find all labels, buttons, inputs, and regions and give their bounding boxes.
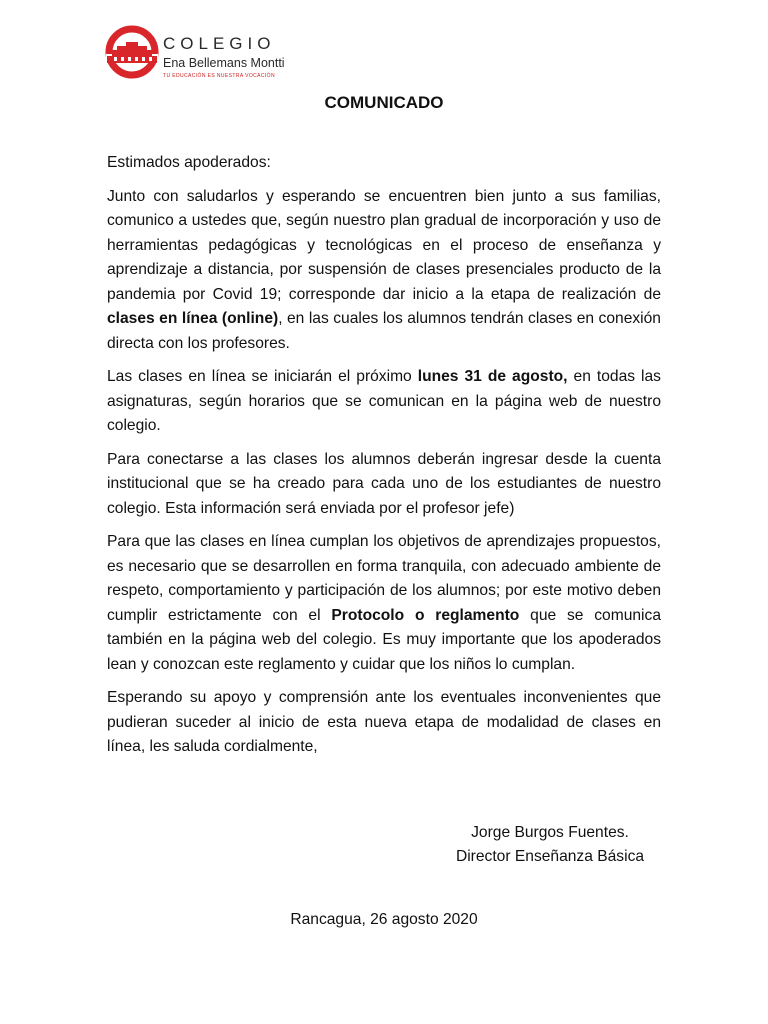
paragraph-intro-bold: clases en línea (online) xyxy=(107,310,279,327)
school-logo xyxy=(104,22,284,90)
place-date: Rancagua, 26 agosto 2020 xyxy=(290,911,478,928)
paragraph-start-date-bold: lunes 31 de agosto, xyxy=(417,368,568,385)
paragraph-start-date xyxy=(107,365,661,439)
logo-motto: TU EDUCACIÓN ES NUESTRA VOCACIÓN xyxy=(163,73,275,79)
letter-body xyxy=(107,151,661,769)
paragraph-intro-text: Junto con saludarlos y esperando se encuentren bien junto a sus familias, comunico a ustedes que, según nuestro plan gradual de incorporación y uso de herramientas pedagógicas y tecnológicas en el proceso de enseñanza y aprendizaje a distancia, por suspensión de clases presenciales producto de la pandemia por Covid 19; corresponde dar inicio a la etapa de realización de xyxy=(107,187,661,303)
school-emblem-icon xyxy=(104,24,160,80)
signature-name: Jorge Burgos Fuentes. xyxy=(471,824,629,841)
signature-role: Director Enseñanza Básica xyxy=(455,848,645,865)
logo-school-name: Ena Bellemans Montti xyxy=(163,56,285,70)
logo-brand-text: COLEGIO xyxy=(163,34,276,53)
paragraph-protocol xyxy=(107,530,661,677)
paragraph-closing: Esperando su apoyo y comprensión ante los eventuales inconvenientes que pudieran suceder al inicio de esta nueva etapa de modalidad de clases en línea, les saluda cordialmente, xyxy=(107,689,661,755)
document-title: COMUNICADO xyxy=(324,93,444,112)
paragraph-connection: Para conectarse a las clases los alumnos deberán ingresar desde la cuenta institucional que se ha creado para cada uno de los estudiantes de nuestro colegio. Esta información será enviada por el profesor jefe) xyxy=(107,450,661,517)
paragraph-intro-text-end: , en las cuales los alumnos tendrán clases en conexión directa con los profesores. xyxy=(107,310,661,352)
greeting: Estimados apoderados: xyxy=(107,154,271,171)
paragraph-start-date-text: Las clases en línea se iniciarán el próximo xyxy=(107,368,418,385)
paragraph-protocol-bold: Protocolo o reglamento xyxy=(331,606,520,624)
paragraph-protocol-text-end: que se comunica también en la página web del colegio. Es muy importante que los apoderados lean y conozcan este reglamento y cuidar que los niños lo cumplan. xyxy=(107,606,661,673)
paragraph-protocol-text: Para que las clases en línea cumplan los objetivos de aprendizajes propuestos, es necesario que se desarrollen en forma tranquila, con adecuado ambiente de respeto, comportamiento y participación de los alumnos; por este motivo deben cumplir estrictamente con el xyxy=(107,533,661,624)
paragraph-intro xyxy=(107,185,661,357)
signature-block xyxy=(420,821,680,869)
paragraph-start-date-text-end: en todas las asignaturas, según horarios que se comunican en la página web de nuestro colegio. xyxy=(107,368,661,434)
